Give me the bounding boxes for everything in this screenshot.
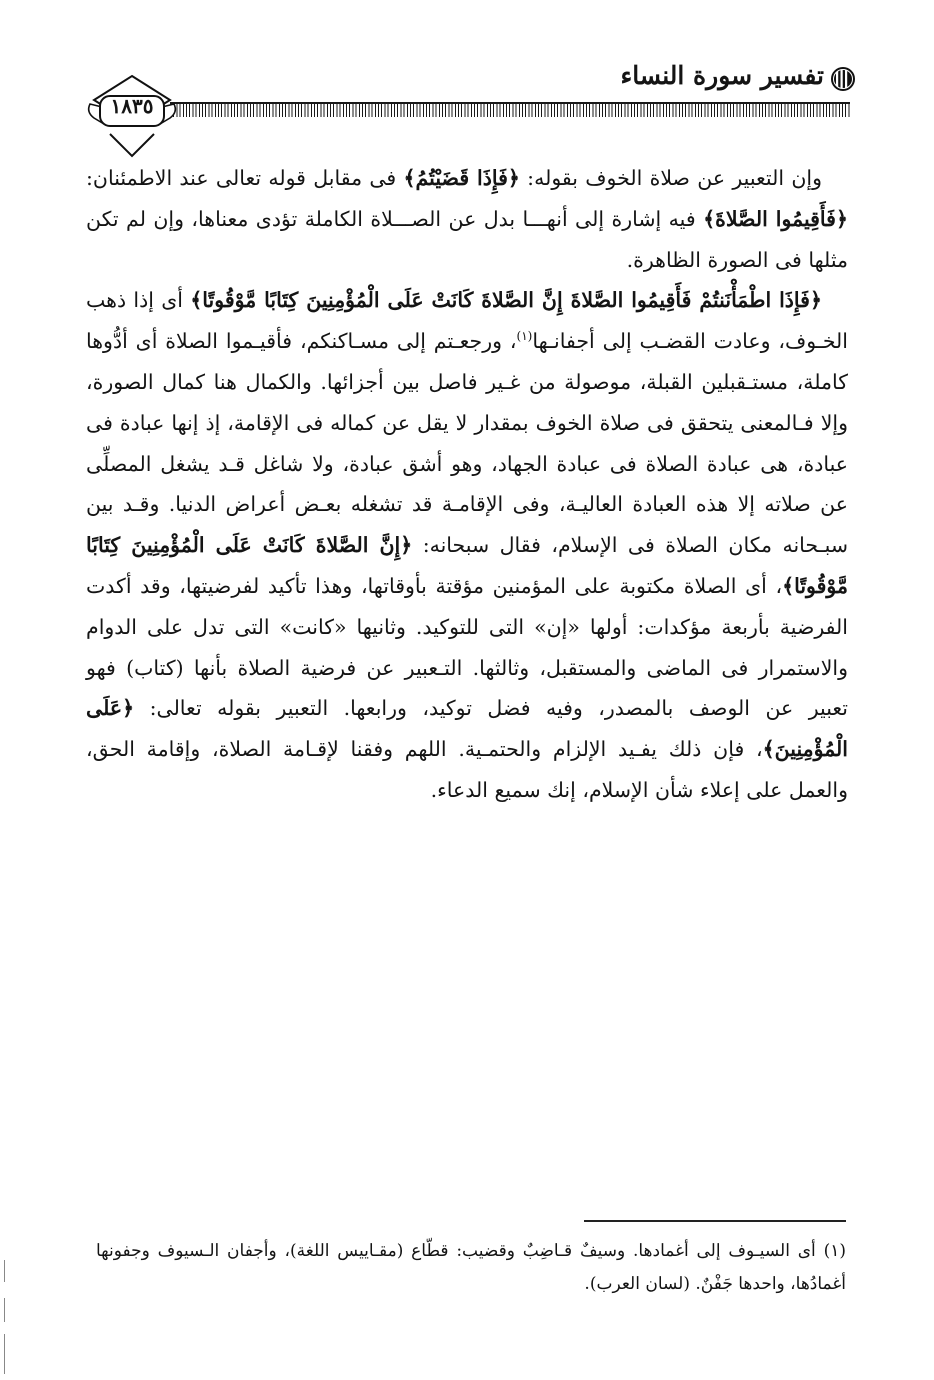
page-header bbox=[0, 0, 934, 170]
margin-mark bbox=[4, 1260, 5, 1282]
quran-verse: ﴿فَإِذَا قَضَيْتُمُ﴾ bbox=[403, 166, 520, 190]
text-segment: فيه إشارة إلى أنهـــا بدل عن الصـــلاة الكاملة تؤدى معناها، وإن لم تكن مثلها فى الصورة الظاهرة. bbox=[86, 206, 848, 272]
page-number: ١٨٣٥ bbox=[110, 94, 154, 118]
running-title: تفسير سورة النساء bbox=[620, 61, 824, 90]
text-segment: أى إذا ذهب الخـوف، وعادت القضـب إلى أجفانـها bbox=[86, 288, 848, 354]
margin-mark bbox=[4, 1298, 5, 1322]
text-segment: ، أى الصلاة مكتوبة على المؤمنين مؤقتة بأوقاتها، وهذا تأكيد لفرضيتها، وقد أكدت الفرضية بأربعة مؤكدات: أولها «إن» التى للتوكيد. وثانيها «كانت» التى تدل على الدوام والاستمرار فى الماضى والمستقبل، وثالثها. التـعبير عن فرضية الصلاة بأنها (كتاب) فهو تعبير عن الوصف بالمصدر، وفيه فضل توكيد، ورابعها. التعبير بقوله تعالى: bbox=[86, 573, 849, 721]
text-segment: فى مقابل قوله تعالى عند الاطمئنان: bbox=[86, 166, 404, 190]
footnote: (١) أى السيـوف إلى أغمادها. وسيفٌ قـاضِبٌ وقضيب: قطّاع (مقـاييس اللغة)، وأجفان الـسيوف وجفونها أغمادُها، واحدها جَفْنٌ. (لسان العرب). bbox=[96, 1241, 846, 1294]
header-rule bbox=[170, 103, 850, 117]
text-segment: ، ورجعـتم إلى مسـاكنكم، فأقيـموا الصلاة أى أدُّوها كاملة، مستـقبلين القبلة، موصولة من غـير فاصل بين أجزائها. والكمال هنا كمال الصورة، وإلا فـالمعنى يتحقق فى صلاة الخوف بمقدار لا يقل عن كماله فى الإقامة، إذ إنها عبادة فى عبادة، هى عبادة الصلاة فى عبادة الجهاد، وهو أشق عبادة، ولا شاغل قـد يشغل المصلِّى عن صلاته إلا هذه العبادة العاليـة، وفى الإقامـة قد تشغله بعـض أعراض الدنيا. وقـد بين سبـحانه مكان الصلاة فى الإسلام، فقال سبحانه: bbox=[86, 329, 848, 558]
margin-mark bbox=[4, 1334, 5, 1374]
quran-verse: ﴿فَأَقِيمُوا الصَّلاةَ﴾ bbox=[703, 206, 848, 231]
paragraph bbox=[86, 158, 848, 280]
footnote-ref: (١) bbox=[516, 329, 533, 344]
quran-verse: ﴿إِنَّ الصَّلاةَ كَانَتْ عَلَى الْمُؤْمِنِينَ كِتَابًا مَّوْقُوتًا﴾ bbox=[86, 533, 848, 598]
quran-verse: ﴿فَإِذَا اطْمَأْنَنتُمْ فَأَقِيمُوا الصَّلاةَ إِنَّ الصَّلاةَ كَانَتْ عَلَى الْمُؤْمِنِينَ كِتَابًا مَّوْقُوتًا﴾ bbox=[190, 288, 822, 313]
main-text bbox=[86, 158, 848, 811]
paragraph bbox=[86, 280, 848, 810]
footnote-divider bbox=[584, 1220, 846, 1222]
quran-verse: ﴿عَلَى الْمُؤْمِنِينَ﴾ bbox=[86, 696, 848, 762]
footnotes bbox=[96, 1235, 846, 1301]
flower-icon bbox=[830, 66, 856, 92]
text-segment: وإن التعبير عن صلاة الخوف بقوله: bbox=[519, 166, 822, 190]
text-segment: ، فإن ذلك يفـيد الإلزام والحتمـية. اللهم وفقنا لإقـامة الصلاة، وإقامة الحق، والعمل على إعلاء شأن الإسلام، إنك سميع الدعاء. bbox=[86, 737, 848, 802]
